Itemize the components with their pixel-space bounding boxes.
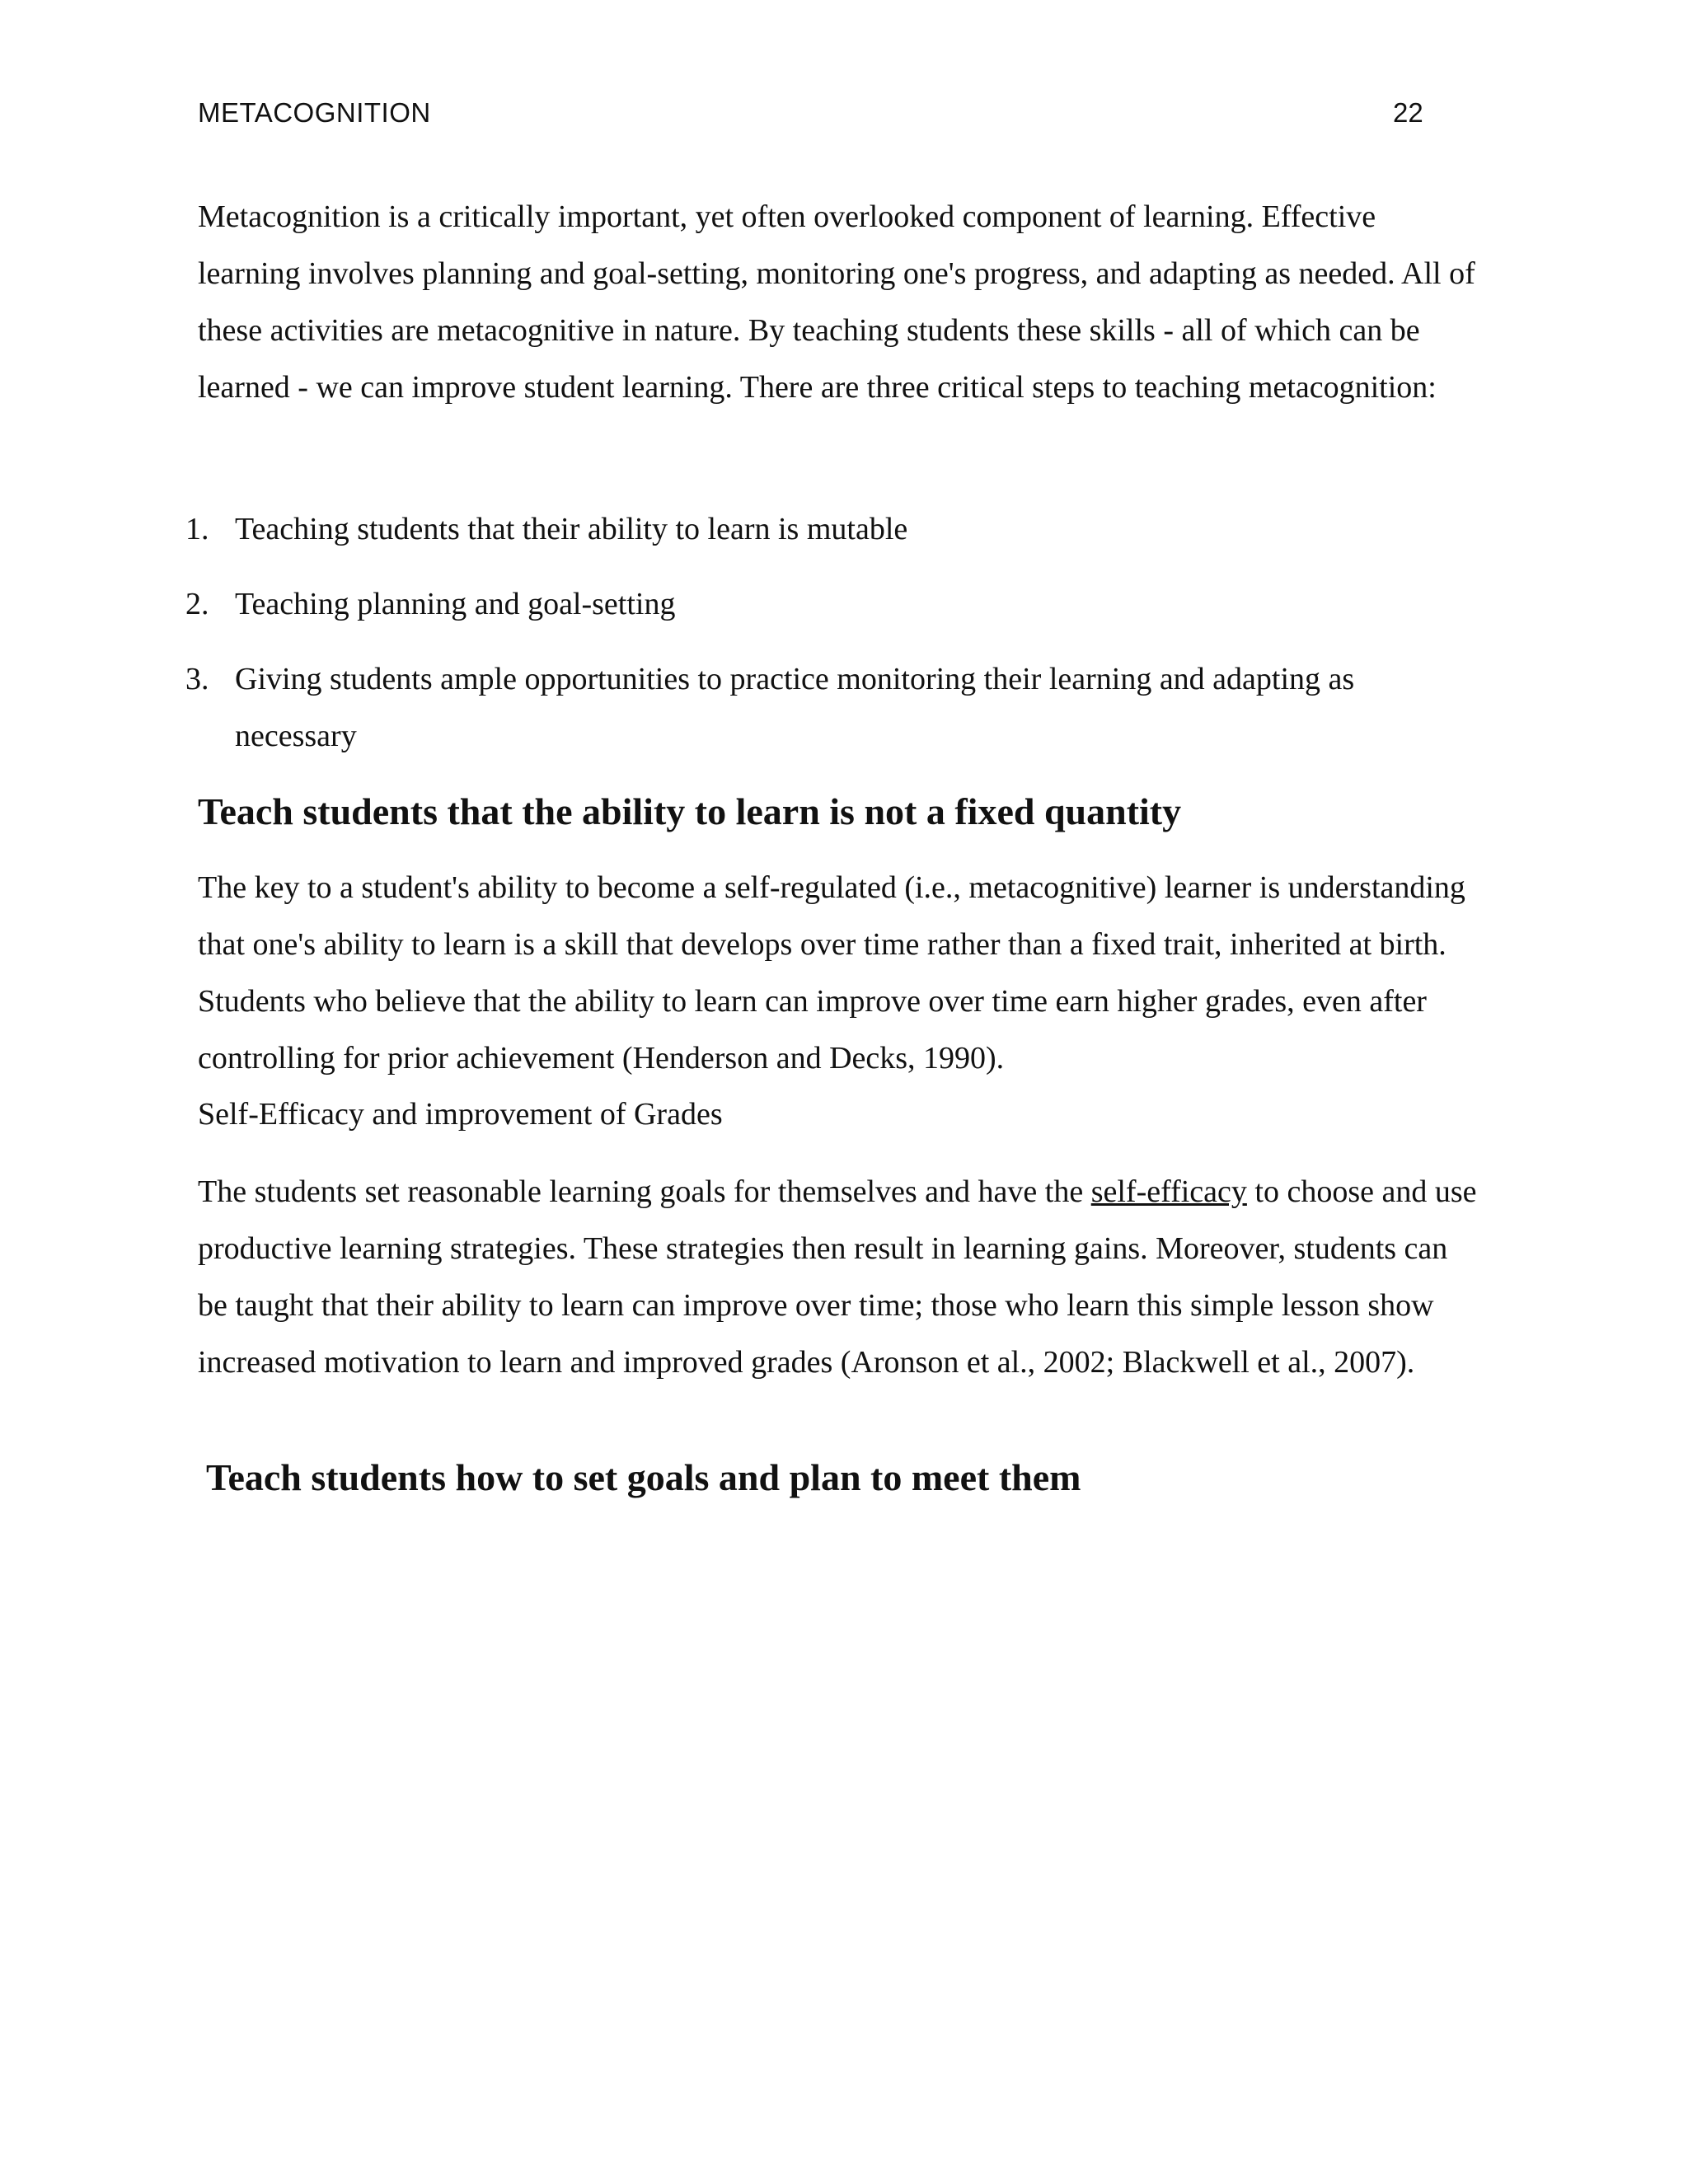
list-item: [185, 651, 1484, 765]
section-heading: Teach students that the ability to learn is not a fixed quantity: [198, 790, 1182, 832]
list-item: [185, 576, 1484, 633]
section-paragraph: The key to a student's ability to become a self-regulated (i.e., metacognitive) learner is understanding that one's ability to learn is a skill that develops over time rather than a fixed trait, inherited at birth. Students who believe that the ability to learn can improve over time earn higher grades, even after controlling for prior achievement (Henderson and Decks, 1990).: [198, 870, 1465, 1076]
list-item-number: 3.: [185, 662, 209, 696]
paragraph-text: to choose and use productive learning strategies. These strategies then result in learning gains. Moreover, students can be taught that their ability to learn can improve over time; those who learn this simple lesson show increased motivation to learn and improved grades (Aronson et al., 2002; Blackwell et al., 2007).: [198, 1174, 1477, 1380]
running-head: METACOGNITION: [198, 97, 431, 128]
page-number: 22: [1393, 97, 1423, 128]
self-efficacy-link[interactable]: self-efficacy: [1090, 1174, 1247, 1209]
list-item-number: 2.: [185, 587, 209, 621]
section-paragraph-2: [198, 1164, 1484, 1391]
paragraph-text: The students set reasonable learning goals for themselves and have the: [198, 1174, 1091, 1209]
list-item-text: Giving students ample opportunities to practice monitoring their learning and adapting as necessary: [235, 662, 1355, 753]
list-item-number: 1.: [185, 512, 209, 546]
list-item-text: Teaching students that their ability to learn is mutable: [235, 512, 908, 546]
list-item-text: Teaching planning and goal-setting: [235, 587, 676, 621]
intro-paragraph: Metacognition is a critically important, yet often overlooked component of learning. Effective learning involves planning and goal-setting, monitoring one's progress, and adapting as needed. All of these activities are metacognitive in nature. By teaching students these skills - all of which can be learned - we can improve student learning. There are three critical steps to teaching metacognition:: [198, 199, 1475, 405]
steps-list: [185, 501, 1484, 765]
section-subline: Self-Efficacy and improvement of Grades: [198, 1097, 723, 1132]
section-heading-2: Teach students how to set goals and plan to meet them: [206, 1456, 1081, 1498]
list-item: [185, 501, 1484, 558]
